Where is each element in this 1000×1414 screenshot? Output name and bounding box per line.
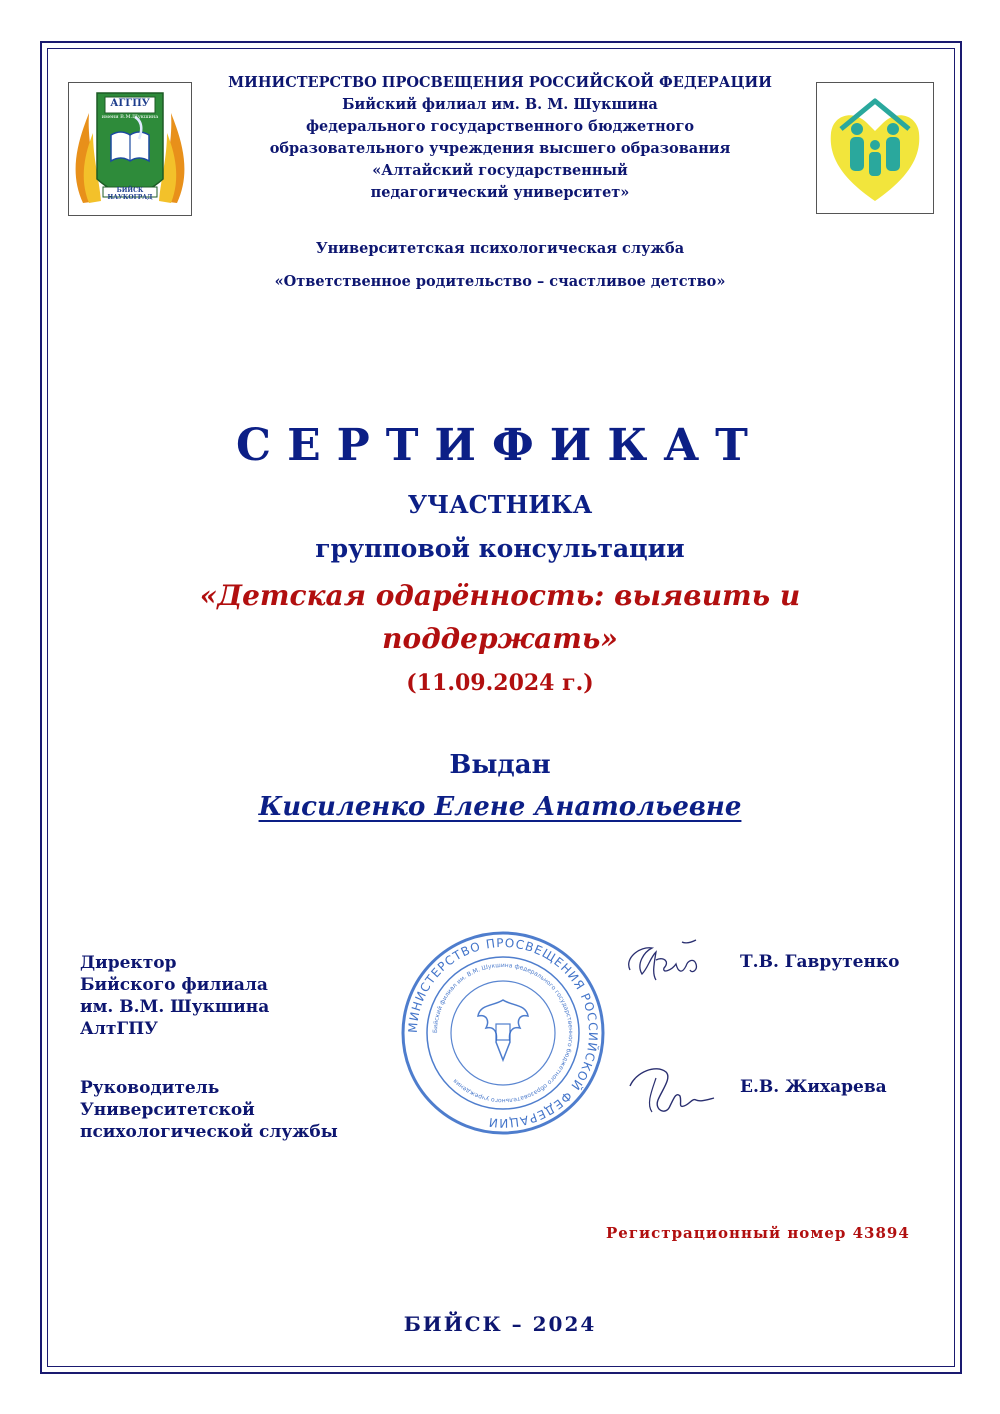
logo-sub-text: имени В.М.Шукшина (101, 114, 159, 120)
signatory-1-position-line: им. В.М. Шукшина (80, 997, 270, 1017)
logo-top-text: АГГПУ (110, 98, 150, 109)
event-type: групповой консультации (315, 534, 685, 563)
signatory-2-position (80, 1077, 338, 1143)
signatory-1-position-line: АлтГПУ (80, 1019, 158, 1039)
stamp-inner-text: Бийский филиал им. В.М. Шукшина федерального государственного бюджетного образовательного учреждения (431, 961, 575, 1105)
footer-city-year: БИЙСК – 2024 (403, 1312, 597, 1336)
signature-2 (622, 1056, 722, 1126)
service-name: Университетская психологическая служба (315, 240, 685, 257)
signature-1 (622, 930, 712, 990)
registration-number: Регистрационный номер 43894 (606, 1224, 910, 1242)
program-name: «Ответственное родительство – счастливое детство» (274, 273, 726, 290)
issued-label: Выдан (449, 750, 551, 780)
topic-line-1: «Детская одарённость: выявить и (199, 579, 801, 612)
header-line-ministry: МИНИСТЕРСТВО ПРОСВЕЩЕНИЯ РОССИЙСКОЙ ФЕДЕРАЦИИ (228, 74, 772, 91)
signatory-2-position-line: психологической службы (80, 1122, 338, 1142)
stamp-outer-text: МИНИСТЕРСТВО ПРОСВЕЩЕНИЯ РОССИЙСКОЙ ФЕДЕРАЦИИ (405, 935, 601, 1131)
signatory-2-position-line: Руководитель (80, 1078, 220, 1098)
signatory-2-name: Е.В. Жихарева (740, 1077, 887, 1097)
family-logo (816, 82, 934, 214)
certificate-title: СЕРТИФИКАТ (236, 420, 764, 471)
signatory-1-position-line: Бийского филиала (80, 975, 268, 995)
signatory-1-name: Т.В. Гаврутенко (740, 952, 900, 972)
logo-bottom-text: БИЙСК НАУКОГРАД (107, 187, 153, 201)
header-line-federal: федерального государственного бюджетного (305, 118, 695, 135)
header-line-university: «Алтайский государственный (372, 162, 628, 179)
event-date: (11.09.2024 г.) (406, 670, 594, 696)
signature-1-icon (622, 930, 712, 990)
header-line-branch: Бийский филиал им. В. М. Шукшина (342, 96, 658, 113)
certificate-subtitle: УЧАСТНИКА (407, 490, 593, 519)
recipient-name: Кисиленко Елене Анатольевне (258, 792, 742, 822)
header-line-pedagogical: педагогический университет» (370, 184, 630, 201)
stamp-seal-icon (398, 928, 608, 1138)
signatory-1-position (80, 952, 269, 1040)
signatory-2-position-line: Университетской (80, 1100, 255, 1120)
signature-2-icon (622, 1056, 722, 1126)
official-stamp (398, 928, 608, 1138)
family-heart-icon (817, 83, 933, 213)
svg-text:Бийский филиал им. В.М. Шукшин (432, 962, 574, 1104)
topic-line-2: поддержать» (382, 622, 618, 655)
header-line-education: образовательного учреждения высшего образования (269, 140, 731, 157)
signatory-1-position-line: Директор (80, 953, 177, 973)
